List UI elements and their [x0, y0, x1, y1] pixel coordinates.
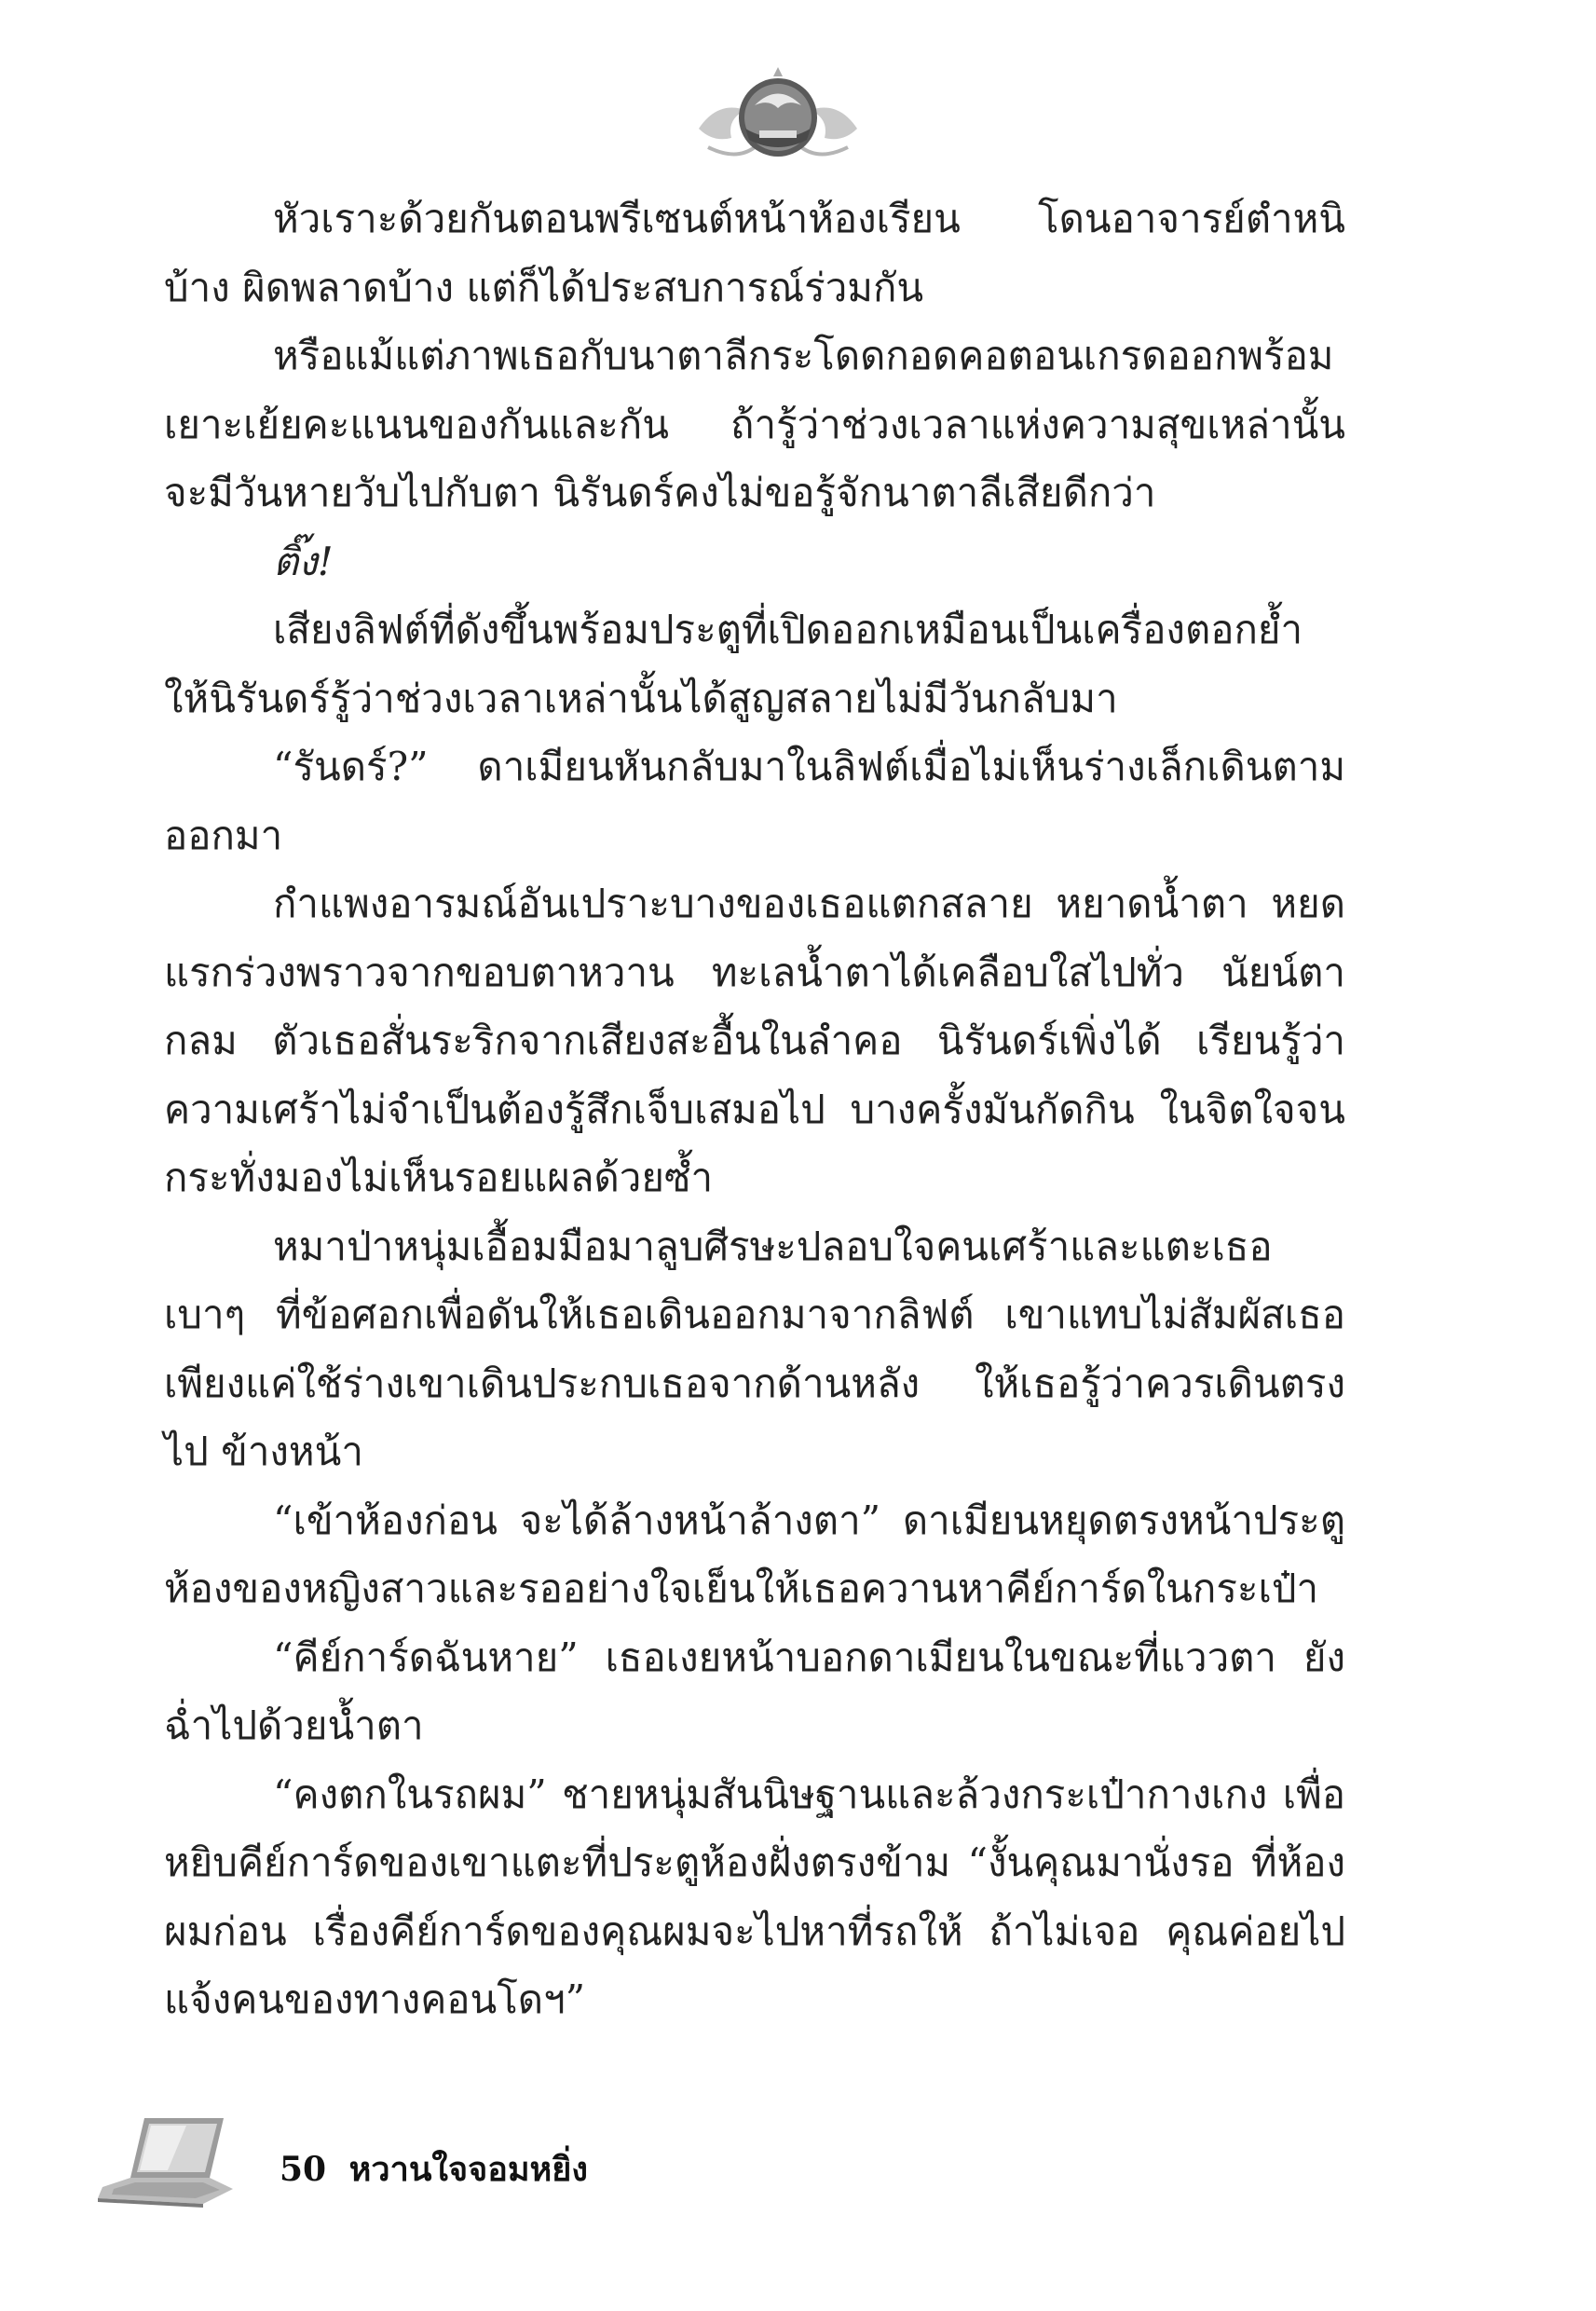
paragraph: หัวเราะด้วยกันตอนพรีเซนต์หน้าห้องเรียน โดนอาจารย์ตำหนิบ้าง ผิดพลาดบ้าง แต่ก็ได้ประสบการณ์ร่วมกัน — [164, 196, 1345, 310]
page-number: 50 — [280, 2150, 327, 2189]
page-body — [164, 185, 1345, 2034]
paragraph: กำแพงอารมณ์อันเปราะบางของเธอแตกสลาย หยาดน้ำตา หยดแรกร่วงพราวจากขอบตาหวาน ทะเลน้ำตาได้เคลือบใสไปทั่ว นัยน์ตากลม ตัวเธอสั่นระริกจากเสียงสะอื้นในลำคอ นิรันดร์เพิ่งได้ เรียนรู้ว่าความเศร้าไม่จำเป็นต้องรู้สึกเจ็บเสมอไป บางครั้งมันกัดกิน ในจิตใจจนกระทั่งมองไม่เห็นรอยแผลด้วยซ้ำ — [164, 881, 1345, 1200]
paragraph: หมาป่าหนุ่มเอื้อมมือมาลูบศีรษะปลอบใจคนเศร้าและแตะเธอ เบาๆ ที่ข้อศอกเพื่อดันให้เธอเดินออกมาจากลิฟต์ เขาแทบไม่สัมผัสเธอ เพียงแค่ใช้ร่างเขาเดินประกบเธอจากด้านหลัง ให้เธอรู้ว่าควรเดินตรงไป ข้างหน้า — [164, 1223, 1345, 1474]
page-footer — [93, 2111, 745, 2213]
laptop-icon — [93, 2111, 242, 2213]
paragraph: เสียงลิฟต์ที่ดังขึ้นพร้อมประตูที่เปิดออกเหมือนเป็นเครื่องตอกย้ำ ให้นิรันดร์รู้ว่าช่วงเวลาเหล่านั้นได้สูญสลายไม่มีวันกลับมา — [164, 607, 1303, 721]
ornate-crest-logo — [689, 54, 866, 175]
paragraph: หรือแม้แต่ภาพเธอกับนาตาลีกระโดดกอดคอตอนเกรดออกพร้อม เยาะเย้ยคะแนนของกันและกัน ถ้ารู้ว่าช่วงเวลาแห่งความสุขเหล่านั้น จะมีวันหายวับไปกับตา นิรันดร์คงไม่ขอรู้จักนาตาลีเสียดีกว่า — [164, 333, 1345, 515]
paragraph: “รันดร์?” ดาเมียนหันกลับมาในลิฟต์เมื่อไม่เห็นร่างเล็กเดินตาม ออกมา — [164, 744, 1345, 858]
paragraph: “คงตกในรถผม” ชายหนุ่มสันนิษฐานและล้วงกระเป๋ากางเกง เพื่อหยิบคีย์การ์ดของเขาแตะที่ประตูห้องฝั่งตรงข้าม “งั้นคุณมานั่งรอ ที่ห้องผมก่อน เรื่องคีย์การ์ดของคุณผมจะไปหาที่รถให้ ถ้าไม่เจอ คุณค่อยไปแจ้งคนของทางคอนโดฯ” — [164, 1771, 1345, 2022]
paragraph: “เข้าห้องก่อน จะได้ล้างหน้าล้างตา” ดาเมียนหยุดตรงหน้าประตู ห้องของหญิงสาวและรออย่างใจเย็นให้เธอควานหาคีย์การ์ดในกระเป๋า — [164, 1497, 1345, 1611]
footer-label — [280, 2142, 588, 2195]
book-title: หวานใจจอมหยิ่ง — [348, 2151, 588, 2189]
paragraph: “คีย์การ์ดฉันหาย” เธอเงยหน้าบอกดาเมียนในขณะที่แววตา ยังฉ่ำไปด้วยน้ำตา — [164, 1634, 1345, 1748]
paragraph-sound-effect: ติ๊ง! — [273, 538, 334, 584]
